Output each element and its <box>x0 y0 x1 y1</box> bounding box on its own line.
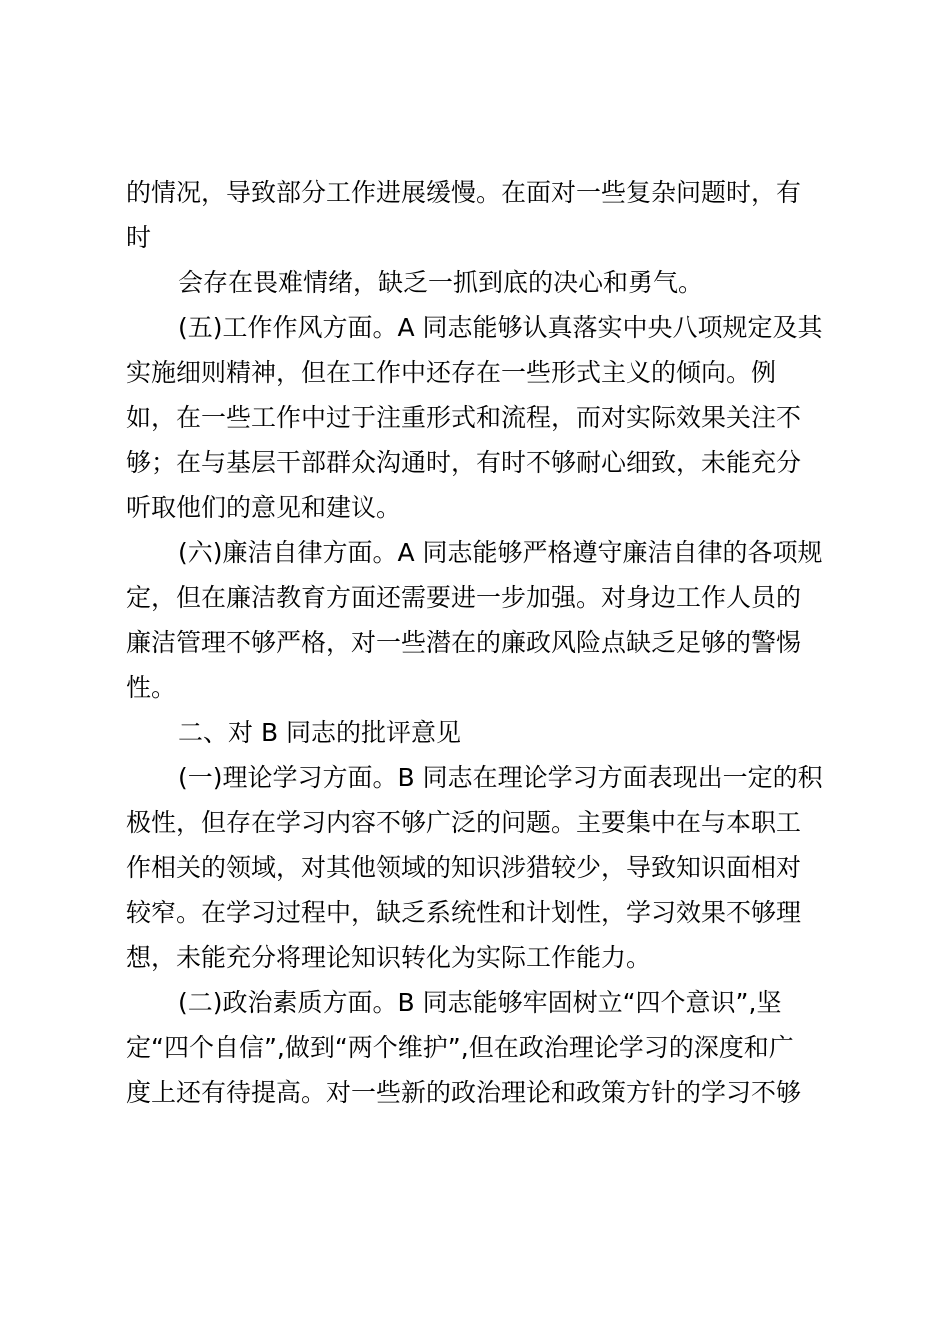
text-line: 如，在一些工作中过于注重形式和流程，而对实际效果关注不 <box>126 403 802 432</box>
text-line: 廉洁管理不够严格，对一些潜在的廉政风险点缺乏足够的警惕 <box>126 628 802 657</box>
section-heading-line: (一)理论学习方面。B 同志在理论学习方面表现出一定的积 <box>178 763 823 792</box>
text-line: 定“四个自信”,做到“两个维护”,但在政治理论学习的深度和广 <box>126 1033 794 1062</box>
section-heading-line: (六)廉洁自律方面。A 同志能够严格遵守廉洁自律的各项规 <box>178 538 823 567</box>
text-line: 想，未能充分将理论知识转化为实际工作能力。 <box>126 943 652 972</box>
text-line: 实施细则精神，但在工作中还存在一些形式主义的倾向。例 <box>126 358 777 387</box>
chapter-heading: 二、对 B 同志的批评意见 <box>178 718 462 747</box>
text-line: 的情况，导致部分工作进展缓慢。在面对一些复杂问题时，有 <box>126 178 802 207</box>
document-body <box>126 170 826 1115</box>
text-line: 时 <box>126 223 152 252</box>
section-heading-line: (二)政治素质方面。B 同志能够牢固树立“四个意识”,坚 <box>178 988 782 1017</box>
section-heading-line: (五)工作作风方面。A 同志能够认真落实中央八项规定及其 <box>178 313 823 342</box>
text-line: 听取他们的意见和建议。 <box>126 493 402 522</box>
text-line: 极性，但存在学习内容不够广泛的问题。主要集中在与本职工 <box>126 808 802 837</box>
text-line: 较窄。在学习过程中，缺乏系统性和计划性，学习效果不够理 <box>126 898 802 927</box>
text-line: 作相关的领域，对其他领域的知识涉猎较少，导致知识面相对 <box>126 853 802 882</box>
text-line: 性。 <box>126 673 177 702</box>
text-line: 度上还有待提高。对一些新的政治理论和政策方针的学习不够 <box>126 1078 802 1107</box>
text-line: 够；在与基层干部群众沟通时，有时不够耐心细致，未能充分 <box>126 448 802 477</box>
text-line: 定，但在廉洁教育方面还需要进一步加强。对身边工作人员的 <box>126 583 802 612</box>
text-line: 会存在畏难情绪，缺乏一抓到底的决心和勇气。 <box>178 268 704 297</box>
